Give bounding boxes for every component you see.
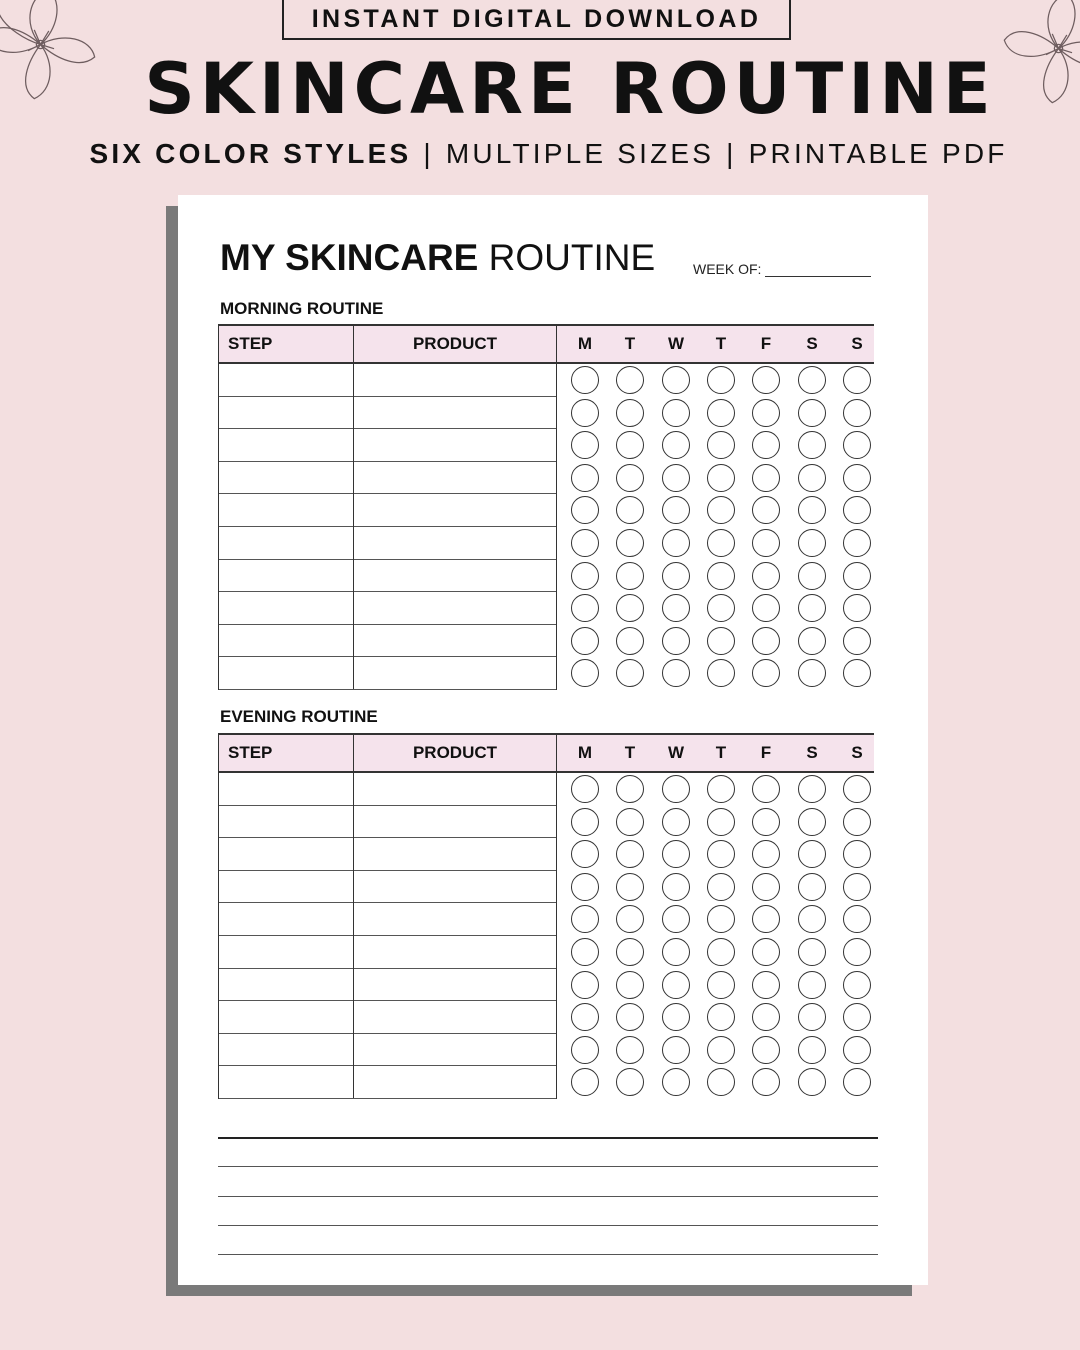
day-checkbox[interactable] xyxy=(662,594,690,622)
day-checkbox[interactable] xyxy=(707,840,735,868)
day-checkbox[interactable] xyxy=(571,496,599,524)
day-checkbox[interactable] xyxy=(707,464,735,492)
routine-row[interactable] xyxy=(219,1001,556,1034)
day-checkbox[interactable] xyxy=(798,366,826,394)
day-checkbox[interactable] xyxy=(662,399,690,427)
day-checkbox[interactable] xyxy=(843,971,871,999)
day-checkbox[interactable] xyxy=(843,775,871,803)
routine-row[interactable] xyxy=(219,592,556,625)
checkbox-grid xyxy=(557,364,874,690)
day-checkbox[interactable] xyxy=(662,496,690,524)
day-header: S xyxy=(851,743,863,762)
column-divider xyxy=(353,773,354,1098)
step-header: STEP xyxy=(218,326,353,362)
day-checkbox[interactable] xyxy=(843,938,871,966)
day-checkbox[interactable] xyxy=(662,1036,690,1064)
day-checkbox[interactable] xyxy=(843,366,871,394)
routine-grid xyxy=(218,773,557,1099)
day-checkbox[interactable] xyxy=(752,1036,780,1064)
day-checkbox[interactable] xyxy=(662,464,690,492)
day-checkbox[interactable] xyxy=(707,775,735,803)
notes-line[interactable] xyxy=(218,1196,878,1197)
day-checkbox[interactable] xyxy=(662,431,690,459)
day-checkbox[interactable] xyxy=(843,529,871,557)
day-checkbox[interactable] xyxy=(616,464,644,492)
routine-row[interactable] xyxy=(219,1034,556,1067)
routine-row[interactable] xyxy=(219,806,556,839)
day-checkbox[interactable] xyxy=(752,562,780,590)
subtitle-format: PRINTABLE PDF xyxy=(748,138,1008,169)
routine-row[interactable] xyxy=(219,773,556,806)
day-checkbox[interactable] xyxy=(752,1068,780,1096)
day-header: T xyxy=(624,743,636,762)
day-checkbox[interactable] xyxy=(662,840,690,868)
table-header xyxy=(218,733,874,773)
day-checkbox[interactable] xyxy=(662,873,690,901)
day-checkbox[interactable] xyxy=(707,1068,735,1096)
day-checkbox[interactable] xyxy=(798,431,826,459)
day-checkbox[interactable] xyxy=(798,938,826,966)
day-checkbox[interactable] xyxy=(752,873,780,901)
day-checkbox[interactable] xyxy=(843,659,871,687)
day-header: S xyxy=(806,743,818,762)
day-checkbox[interactable] xyxy=(707,627,735,655)
day-checkbox[interactable] xyxy=(616,366,644,394)
checkbox-grid xyxy=(557,773,874,1099)
day-checkbox[interactable] xyxy=(616,496,644,524)
day-checkbox[interactable] xyxy=(662,627,690,655)
notes-line[interactable] xyxy=(218,1137,878,1139)
day-checkbox[interactable] xyxy=(571,1003,599,1031)
day-checkbox[interactable] xyxy=(616,594,644,622)
day-checkbox[interactable] xyxy=(752,594,780,622)
day-checkbox[interactable] xyxy=(662,938,690,966)
routine-row[interactable] xyxy=(219,429,556,462)
day-checkbox[interactable] xyxy=(752,840,780,868)
day-checkbox[interactable] xyxy=(798,496,826,524)
day-checkbox[interactable] xyxy=(843,399,871,427)
day-checkbox[interactable] xyxy=(798,399,826,427)
day-checkbox[interactable] xyxy=(752,529,780,557)
subtitle-separator: | xyxy=(726,138,737,169)
day-checkbox[interactable] xyxy=(616,562,644,590)
day-header: M xyxy=(577,334,593,353)
day-header: T xyxy=(715,334,727,353)
day-checkbox[interactable] xyxy=(571,464,599,492)
day-checkbox[interactable] xyxy=(616,808,644,836)
day-checkbox[interactable] xyxy=(707,496,735,524)
day-checkbox[interactable] xyxy=(616,1036,644,1064)
day-checkbox[interactable] xyxy=(798,971,826,999)
day-checkbox[interactable] xyxy=(616,399,644,427)
day-checkbox[interactable] xyxy=(662,562,690,590)
day-checkbox[interactable] xyxy=(752,775,780,803)
day-checkbox[interactable] xyxy=(752,464,780,492)
day-checkbox[interactable] xyxy=(707,529,735,557)
day-checkbox[interactable] xyxy=(798,627,826,655)
day-checkbox[interactable] xyxy=(571,529,599,557)
day-checkbox[interactable] xyxy=(752,496,780,524)
day-checkbox[interactable] xyxy=(662,366,690,394)
day-checkbox[interactable] xyxy=(616,873,644,901)
day-header: W xyxy=(667,743,685,762)
day-checkbox[interactable] xyxy=(843,496,871,524)
day-checkbox[interactable] xyxy=(571,938,599,966)
day-checkbox[interactable] xyxy=(662,659,690,687)
day-checkbox[interactable] xyxy=(571,594,599,622)
routine-row[interactable] xyxy=(219,903,556,936)
notes-line[interactable] xyxy=(218,1166,878,1167)
day-checkbox[interactable] xyxy=(616,1003,644,1031)
day-checkbox[interactable] xyxy=(707,659,735,687)
day-checkbox[interactable] xyxy=(616,529,644,557)
day-checkbox[interactable] xyxy=(798,594,826,622)
day-checkbox[interactable] xyxy=(571,659,599,687)
day-checkbox[interactable] xyxy=(571,431,599,459)
subtitle-sizes: MULTIPLE SIZES xyxy=(445,138,715,169)
instant-download-badge: INSTANT DIGITAL DOWNLOAD xyxy=(282,0,791,40)
day-checkbox[interactable] xyxy=(798,775,826,803)
day-checkbox[interactable] xyxy=(843,1068,871,1096)
day-checkbox[interactable] xyxy=(707,431,735,459)
product-header: PRODUCT xyxy=(353,735,557,771)
day-checkbox[interactable] xyxy=(616,1068,644,1096)
day-checkbox[interactable] xyxy=(843,905,871,933)
day-checkbox[interactable] xyxy=(571,1036,599,1064)
morning-routine-title: MORNING ROUTINE xyxy=(220,299,384,318)
week-of-blank[interactable] xyxy=(765,263,871,277)
day-checkbox[interactable] xyxy=(707,562,735,590)
banner-title: SKINCARE ROUTINE xyxy=(144,48,996,130)
day-header: M xyxy=(577,743,593,762)
day-checkbox[interactable] xyxy=(752,399,780,427)
routine-row[interactable] xyxy=(219,494,556,527)
weekday-header xyxy=(557,326,874,362)
day-checkbox[interactable] xyxy=(798,808,826,836)
day-checkbox[interactable] xyxy=(798,873,826,901)
day-checkbox[interactable] xyxy=(616,938,644,966)
sheet-title xyxy=(220,237,655,279)
day-checkbox[interactable] xyxy=(662,1068,690,1096)
day-checkbox[interactable] xyxy=(662,971,690,999)
day-checkbox[interactable] xyxy=(616,840,644,868)
sheet-title-bold: MY SKINCARE xyxy=(220,237,479,278)
day-checkbox[interactable] xyxy=(843,627,871,655)
day-header: T xyxy=(624,334,636,353)
routine-row[interactable] xyxy=(219,527,556,560)
day-checkbox[interactable] xyxy=(707,808,735,836)
table-header xyxy=(218,324,874,364)
day-checkbox[interactable] xyxy=(571,808,599,836)
evening-routine-title: EVENING ROUTINE xyxy=(220,707,378,726)
day-checkbox[interactable] xyxy=(752,627,780,655)
day-checkbox[interactable] xyxy=(752,808,780,836)
week-of-label: WEEK OF: xyxy=(693,261,762,277)
day-checkbox[interactable] xyxy=(752,366,780,394)
day-checkbox[interactable] xyxy=(843,431,871,459)
day-checkbox[interactable] xyxy=(662,905,690,933)
subtitle-separator: | xyxy=(423,138,434,169)
routine-row[interactable] xyxy=(219,625,556,658)
routine-row[interactable] xyxy=(219,560,556,593)
weekday-header xyxy=(557,735,874,771)
day-checkbox[interactable] xyxy=(616,627,644,655)
day-checkbox[interactable] xyxy=(571,399,599,427)
routine-row[interactable] xyxy=(219,871,556,904)
day-checkbox[interactable] xyxy=(843,1036,871,1064)
planner-sheet xyxy=(178,195,928,1285)
day-checkbox[interactable] xyxy=(571,873,599,901)
day-checkbox[interactable] xyxy=(571,1068,599,1096)
routine-row[interactable] xyxy=(219,969,556,1002)
day-header: W xyxy=(667,334,685,353)
day-checkbox[interactable] xyxy=(798,1003,826,1031)
routine-grid xyxy=(218,364,557,690)
subtitle-color-styles: SIX COLOR STYLES xyxy=(89,138,412,169)
day-checkbox[interactable] xyxy=(707,594,735,622)
day-checkbox[interactable] xyxy=(752,431,780,459)
day-checkbox[interactable] xyxy=(571,905,599,933)
day-checkbox[interactable] xyxy=(662,1003,690,1031)
day-checkbox[interactable] xyxy=(616,905,644,933)
product-header: PRODUCT xyxy=(353,326,557,362)
day-checkbox[interactable] xyxy=(707,1003,735,1031)
day-checkbox[interactable] xyxy=(662,808,690,836)
day-checkbox[interactable] xyxy=(616,659,644,687)
day-checkbox[interactable] xyxy=(616,971,644,999)
day-checkbox[interactable] xyxy=(843,562,871,590)
day-checkbox[interactable] xyxy=(571,627,599,655)
day-header: T xyxy=(715,743,727,762)
day-checkbox[interactable] xyxy=(707,938,735,966)
day-checkbox[interactable] xyxy=(571,840,599,868)
day-checkbox[interactable] xyxy=(571,562,599,590)
day-checkbox[interactable] xyxy=(798,659,826,687)
day-checkbox[interactable] xyxy=(571,775,599,803)
day-header: F xyxy=(760,743,772,762)
routine-row[interactable] xyxy=(219,364,556,397)
day-checkbox[interactable] xyxy=(707,399,735,427)
day-checkbox[interactable] xyxy=(798,529,826,557)
routine-row[interactable] xyxy=(219,657,556,690)
notes-line[interactable] xyxy=(218,1254,878,1255)
day-checkbox[interactable] xyxy=(662,775,690,803)
day-checkbox[interactable] xyxy=(616,431,644,459)
day-checkbox[interactable] xyxy=(843,808,871,836)
routine-row[interactable] xyxy=(219,838,556,871)
day-checkbox[interactable] xyxy=(752,1003,780,1031)
banner-subtitle xyxy=(0,138,1080,170)
day-checkbox[interactable] xyxy=(798,840,826,868)
day-header: S xyxy=(851,334,863,353)
day-checkbox[interactable] xyxy=(843,464,871,492)
day-checkbox[interactable] xyxy=(571,971,599,999)
day-checkbox[interactable] xyxy=(662,529,690,557)
week-of-field[interactable] xyxy=(693,261,871,277)
day-header: S xyxy=(806,334,818,353)
day-checkbox[interactable] xyxy=(798,464,826,492)
column-divider xyxy=(353,364,354,689)
day-checkbox[interactable] xyxy=(707,971,735,999)
day-checkbox[interactable] xyxy=(571,366,599,394)
routine-row[interactable] xyxy=(219,397,556,430)
notes-line[interactable] xyxy=(218,1225,878,1226)
day-checkbox[interactable] xyxy=(752,905,780,933)
day-checkbox[interactable] xyxy=(798,1068,826,1096)
day-checkbox[interactable] xyxy=(616,775,644,803)
day-checkbox[interactable] xyxy=(798,562,826,590)
day-checkbox[interactable] xyxy=(798,905,826,933)
day-header: F xyxy=(760,334,772,353)
day-checkbox[interactable] xyxy=(752,938,780,966)
day-checkbox[interactable] xyxy=(843,594,871,622)
day-checkbox[interactable] xyxy=(707,366,735,394)
day-checkbox[interactable] xyxy=(707,873,735,901)
step-header: STEP xyxy=(218,735,353,771)
day-checkbox[interactable] xyxy=(707,905,735,933)
routine-row[interactable] xyxy=(219,462,556,495)
routine-row[interactable] xyxy=(219,1066,556,1099)
day-checkbox[interactable] xyxy=(798,1036,826,1064)
sheet-title-light: ROUTINE xyxy=(488,237,656,278)
routine-row[interactable] xyxy=(219,936,556,969)
day-checkbox[interactable] xyxy=(752,659,780,687)
day-checkbox[interactable] xyxy=(752,971,780,999)
day-checkbox[interactable] xyxy=(843,1003,871,1031)
day-checkbox[interactable] xyxy=(707,1036,735,1064)
day-checkbox[interactable] xyxy=(843,873,871,901)
day-checkbox[interactable] xyxy=(843,840,871,868)
